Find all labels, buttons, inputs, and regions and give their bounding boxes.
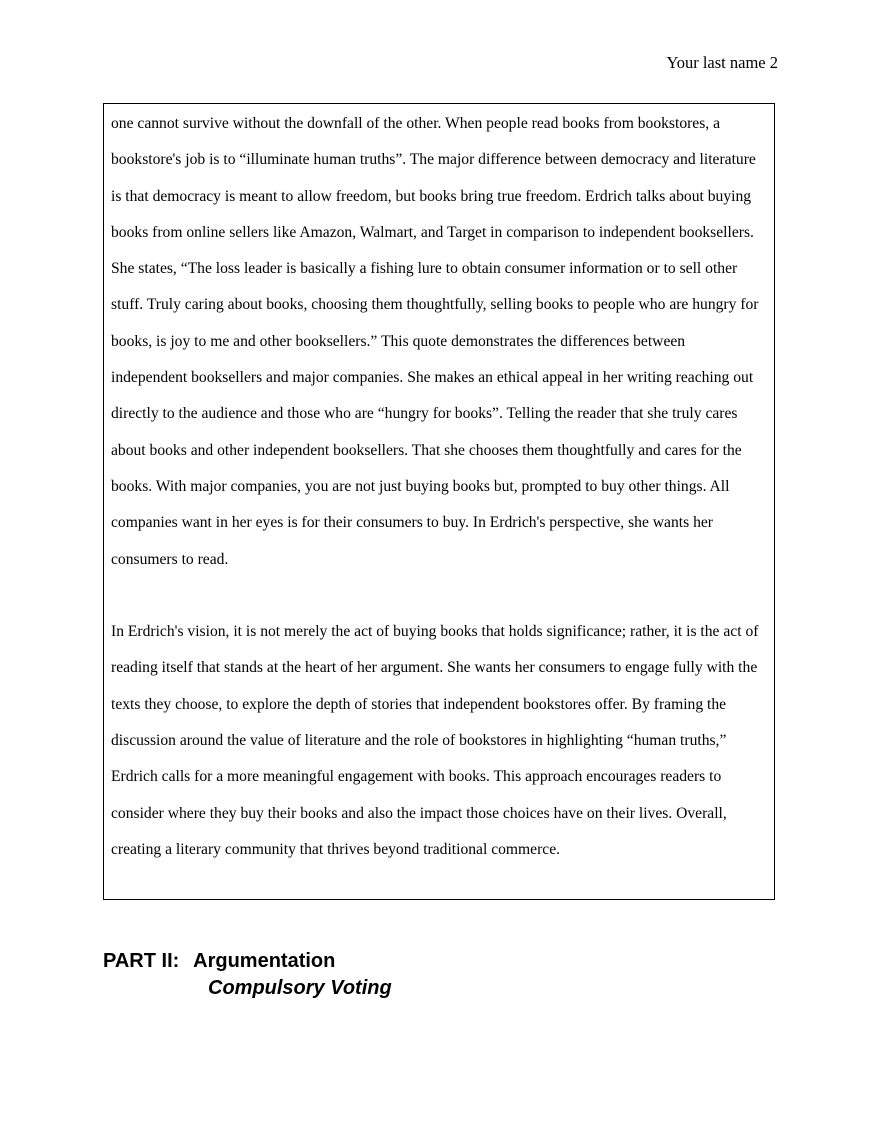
paragraph-line: books, is joy to me and other booksellers.” This quote demonstrates the differences between (111, 332, 686, 350)
paragraph-line: is that democracy is meant to allow freedom, but books bring true freedom. Erdrich talks about buying (111, 187, 752, 205)
paragraph-line: stuff. Truly caring about books, choosing them thoughtfully, selling books to people who are hungry for (111, 296, 759, 314)
paragraph-line: books from online sellers like Amazon, Walmart, and Target in comparison to independent booksellers. (111, 223, 754, 241)
essay-text-box (103, 103, 775, 900)
paragraph-line: creating a literary community that thrives beyond traditional commerce. (111, 840, 561, 858)
paragraph-line: books. With major companies, you are not just buying books but, prompted to buy other things. All (111, 477, 730, 495)
essay-paragraph-2 (111, 614, 766, 868)
essay-paragraph-1 (111, 104, 766, 578)
paragraph-line: discussion around the value of literature and the role of bookstores in highlighting “human truths,” (111, 732, 727, 750)
paragraph-line: one cannot survive without the downfall of the other. When people read books from bookstores, a (111, 115, 721, 132)
paragraph-line: consumers to read. (111, 550, 229, 568)
paragraph-line: texts they choose, to explore the depth of stories that independent bookstores offer. By framing the (111, 695, 727, 713)
paragraph-line: In Erdrich's vision, it is not merely the act of buying books that holds significance; rather, it is the act of (111, 623, 759, 641)
paragraph-line: directly to the audience and those who are “hungry for books”. Telling the reader that she truly cares (111, 405, 738, 423)
paragraph-line: independent booksellers and major companies. She makes an ethical appeal in her writing reaching out (111, 369, 754, 387)
paragraph-line: about books and other independent booksellers. That she chooses them thoughtfully and cares for the (111, 441, 742, 459)
paragraph-line: reading itself that stands at the heart of her argument. She wants her consumers to engage fully with the (111, 659, 758, 677)
part-subtitle: Compulsory Voting (208, 977, 392, 999)
paragraph-line: Erdrich calls for a more meaningful engagement with books. This approach encourages readers to (111, 768, 722, 786)
running-head: Your last name 2 (666, 53, 778, 72)
part-title: Argumentation (193, 950, 336, 972)
paragraph-line: bookstore's job is to “illuminate human truths”. The major difference between democracy and literature (111, 151, 756, 169)
part-heading (103, 948, 335, 975)
paragraph-line: consider where they buy their books and also the impact those choices have on their lives. Overall, (111, 804, 727, 822)
paragraph-line: She states, “The loss leader is basically a fishing lure to obtain consumer information or to sell other (111, 260, 738, 278)
part-label: PART II: (103, 950, 180, 972)
paragraph-line: companies want in her eyes is for their consumers to buy. In Erdrich's perspective, she wants her (111, 514, 713, 532)
